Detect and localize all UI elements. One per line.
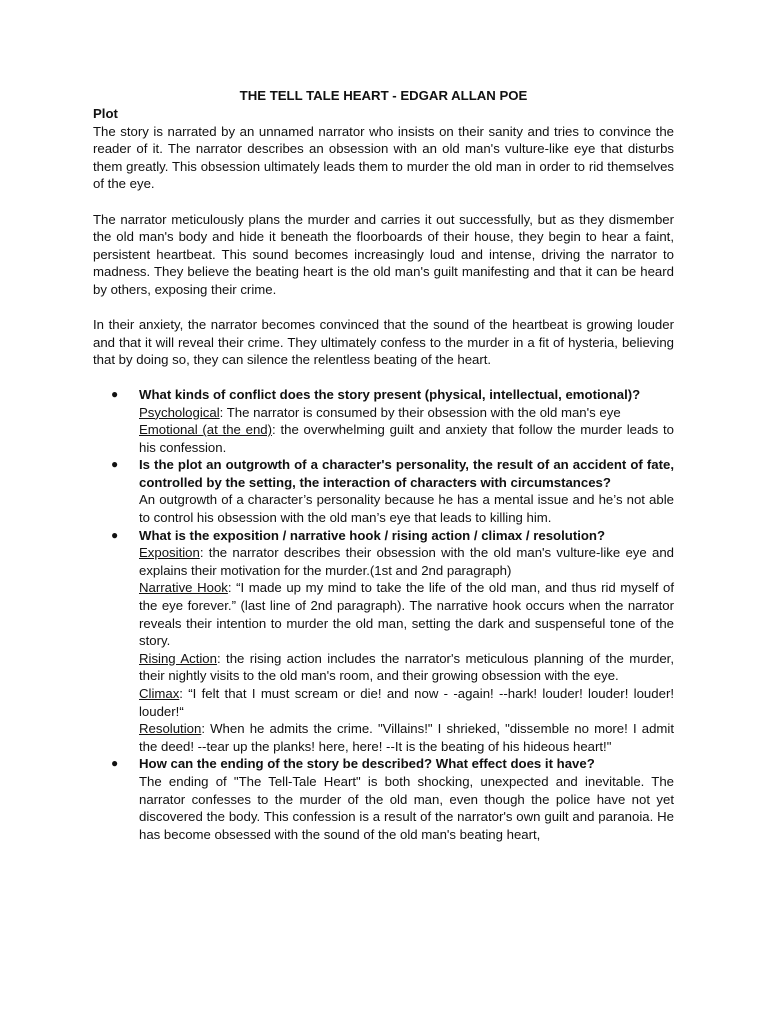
answer-text: An outgrowth of a character’s personality because he has a mental issue and he’s not able to control his obsession with the old man’s eye that leads to killing him. <box>139 492 674 526</box>
answer-text: : the narrator describes their obsession with the old man's vulture-like eye and explains their motivation for the murder.(1st and 2nd paragraph) <box>139 545 674 578</box>
answer-text: : “I felt that I must scream or die! and now - -again! --hark! louder! louder! louder! louder!“ <box>139 686 674 719</box>
plot-heading: Plot <box>93 106 118 121</box>
question-text: Is the plot an outgrowth of a character's personality, the result of an accident of fate, controlled by the setting, the interaction of characters with circumstances? <box>139 457 674 490</box>
plot-paragraph: The narrator meticulously plans the murder and carries it out successfully, but as they dismember the old man's body and hide it beneath the floorboards of their house, they begin to hear a faint, persistent heartbeat. This sound becomes increasingly loud and intense, driving the narrator to madness. They believe the beating heart is the old man's guilt manifesting and that it can be heard by others, exposing their crime. <box>93 211 674 297</box>
plot-paragraph: In their anxiety, the narrator becomes convinced that the sound of the heartbeat is growing louder and that it will reveal their crime. They ultimately confess to the murder in a fit of hysteria, believing that by doing so, they can silence the relentless beating of the heart. <box>93 317 674 368</box>
bullet-icon: ● <box>111 756 119 771</box>
answer-line <box>139 685 674 720</box>
answer-label: Narrative Hook <box>139 580 228 596</box>
question-text: What kinds of conflict does the story present (physical, intellectual, emotional)? <box>139 386 641 402</box>
answer-line <box>139 773 674 843</box>
answer-line <box>139 579 674 649</box>
answer-line <box>139 720 674 755</box>
question-item <box>93 527 674 756</box>
question-text: What is the exposition / narrative hook / rising action / climax / resolution? <box>139 527 606 543</box>
bullet-icon: ● <box>111 457 119 472</box>
answer-label: Emotional (at the end) <box>139 422 273 438</box>
answer-label: Climax <box>139 686 180 701</box>
answer-text: : The narrator is consumed by their obsession with the old man's eye <box>219 404 621 420</box>
bullet-icon: ● <box>111 386 119 401</box>
answer-line <box>139 650 674 685</box>
answer-label: Resolution <box>139 721 202 737</box>
question-item <box>93 456 674 526</box>
bullet-icon: ● <box>111 527 119 542</box>
answer-line <box>139 491 674 526</box>
answer-text: : “I made up my mind to take the life of the old man, and thus rid myself of the eye forever.” (last line of 2nd paragraph). The narrative hook occurs when the narrator reveals their intention to murder the old man, setting the dark and suspenseful tone of the story. <box>139 580 674 649</box>
question-list <box>93 386 674 843</box>
answer-label: Rising Action <box>139 650 217 666</box>
answer-label: Exposition <box>139 545 200 561</box>
answer-line <box>139 404 674 422</box>
document-title: THE TELL TALE HEART - EDGAR ALLAN POE <box>239 88 528 103</box>
plot-paragraph: The story is narrated by an unnamed narrator who insists on their sanity and tries to convince the reader of it. The narrator describes an obsession with an old man's vulture-like eye that disturbs them greatly. This obsession ultimately leads them to murder the old man in order to rid themselves of the eye. <box>93 123 674 192</box>
answer-text: : the rising action includes the narrator's meticulous planning of the murder, their nightly visits to the old man's room, and their growing obsession with the eye. <box>139 650 674 684</box>
answer-label: Psychological <box>139 404 220 420</box>
question-item <box>93 386 674 456</box>
answer-line <box>139 421 674 456</box>
answer-text: : When he admits the crime. "Villains!" I shrieked, "dissemble no more! I admit the deed! --tear up the planks! here, here! --It is the beating of his hideous heart!" <box>139 721 674 754</box>
document-body <box>93 87 674 843</box>
answer-line <box>139 544 674 579</box>
question-item <box>93 755 674 843</box>
answer-text: The ending of "The Tell-Tale Heart" is both shocking, unexpected and inevitable. The narrator confesses to the murder of the old man, even though the police have not yet discovered the body. This confession is a result of the narrator's own guilt and paranoia. He has become obsessed with the sound of the old man's beating heart, <box>139 773 674 842</box>
question-text: How can the ending of the story be described? What effect does it have? <box>139 756 595 772</box>
answer-text: : the overwhelming guilt and anxiety that follow the murder leads to his confession. <box>139 422 674 455</box>
